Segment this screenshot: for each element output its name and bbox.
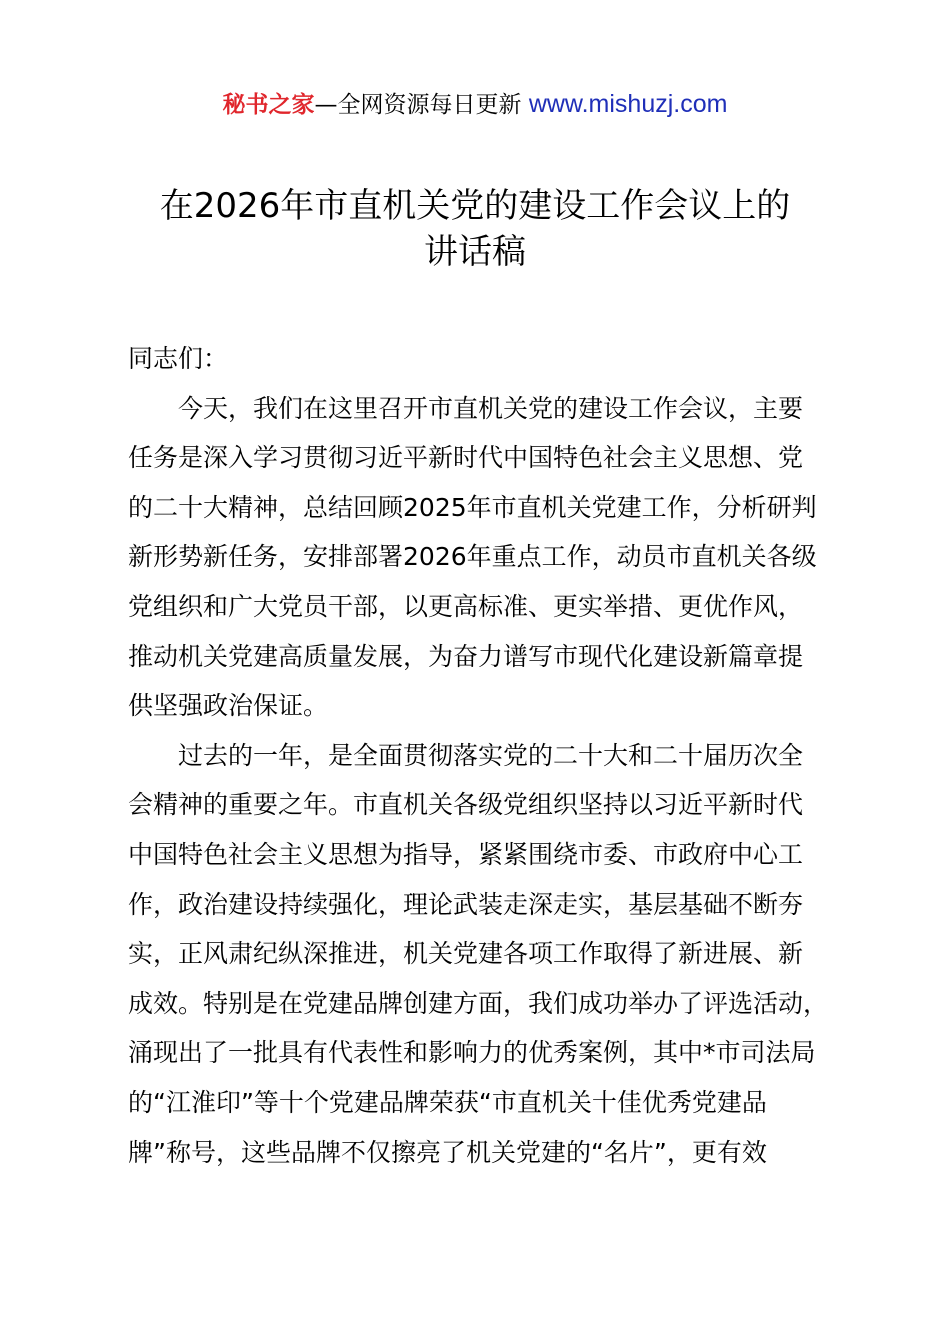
paragraph-line: 牌”称号，这些品牌不仅擦亮了机关党建的“名片”，更有效 bbox=[128, 1137, 767, 1167]
paragraph-line: 会精神的重要之年。市直机关各级党组织坚持以习近平新时代 bbox=[128, 790, 804, 820]
document-title-line-2: 讲话稿 bbox=[424, 232, 526, 272]
paragraph-line: 成效。特别是在党建品牌创建方面，我们成功举办了评选活动， bbox=[128, 988, 829, 1018]
paragraph-line: 推动机关党建高质量发展，为奋力谱写市现代化建设新篇章提 bbox=[128, 641, 804, 671]
paragraph-line: 党组织和广大党员干部，以更高标准、更实举措、更优作风， bbox=[128, 591, 804, 621]
document-title bbox=[0, 183, 950, 275]
paragraph-line: 的“江淮印”等十个党建品牌荣获“市直机关十佳优秀党建品 bbox=[128, 1087, 767, 1117]
document-title-line-1: 在2026年市直机关党的建设工作会议上的 bbox=[159, 186, 791, 226]
paragraph-line: 供坚强政治保证。 bbox=[128, 691, 329, 721]
paragraph-line: 任务是深入学习贯彻习近平新时代中国特色社会主义思想、党 bbox=[128, 443, 804, 473]
paragraph-line: 作，政治建设持续强化，理论武装走深走实，基层基础不断夯 bbox=[128, 889, 804, 919]
site-url-link[interactable]: www.mishuzj.com bbox=[528, 90, 728, 118]
site-brand: 秘书之家 bbox=[222, 92, 315, 118]
paragraph-line: 涌现出了一批具有代表性和影响力的优秀案例，其中*市司法局 bbox=[128, 1038, 816, 1068]
site-header bbox=[0, 88, 950, 121]
paragraph-2 bbox=[128, 731, 838, 1177]
salutation: 同志们： bbox=[128, 344, 229, 373]
paragraph-1 bbox=[128, 384, 838, 731]
paragraph-line: 中国特色社会主义思想为指导，紧紧围绕市委、市政府中心工 bbox=[128, 839, 804, 869]
paragraph-line: 实，正风肃纪纵深推进，机关党建各项工作取得了新进展、新 bbox=[128, 939, 804, 969]
paragraph-line: 今天，我们在这里召开市直机关党的建设工作会议，主要 bbox=[178, 393, 804, 423]
document-body bbox=[128, 334, 838, 1177]
paragraph-line: 的二十大精神，总结回顾2025年市直机关党建工作，分析研判 bbox=[128, 492, 817, 522]
paragraph-line: 新形势新任务，安排部署2026年重点工作，动员市直机关各级 bbox=[128, 542, 817, 572]
site-tagline: —全网资源每日更新 bbox=[314, 92, 522, 118]
paragraph-line: 过去的一年，是全面贯彻落实党的二十大和二十届历次全 bbox=[178, 740, 804, 770]
